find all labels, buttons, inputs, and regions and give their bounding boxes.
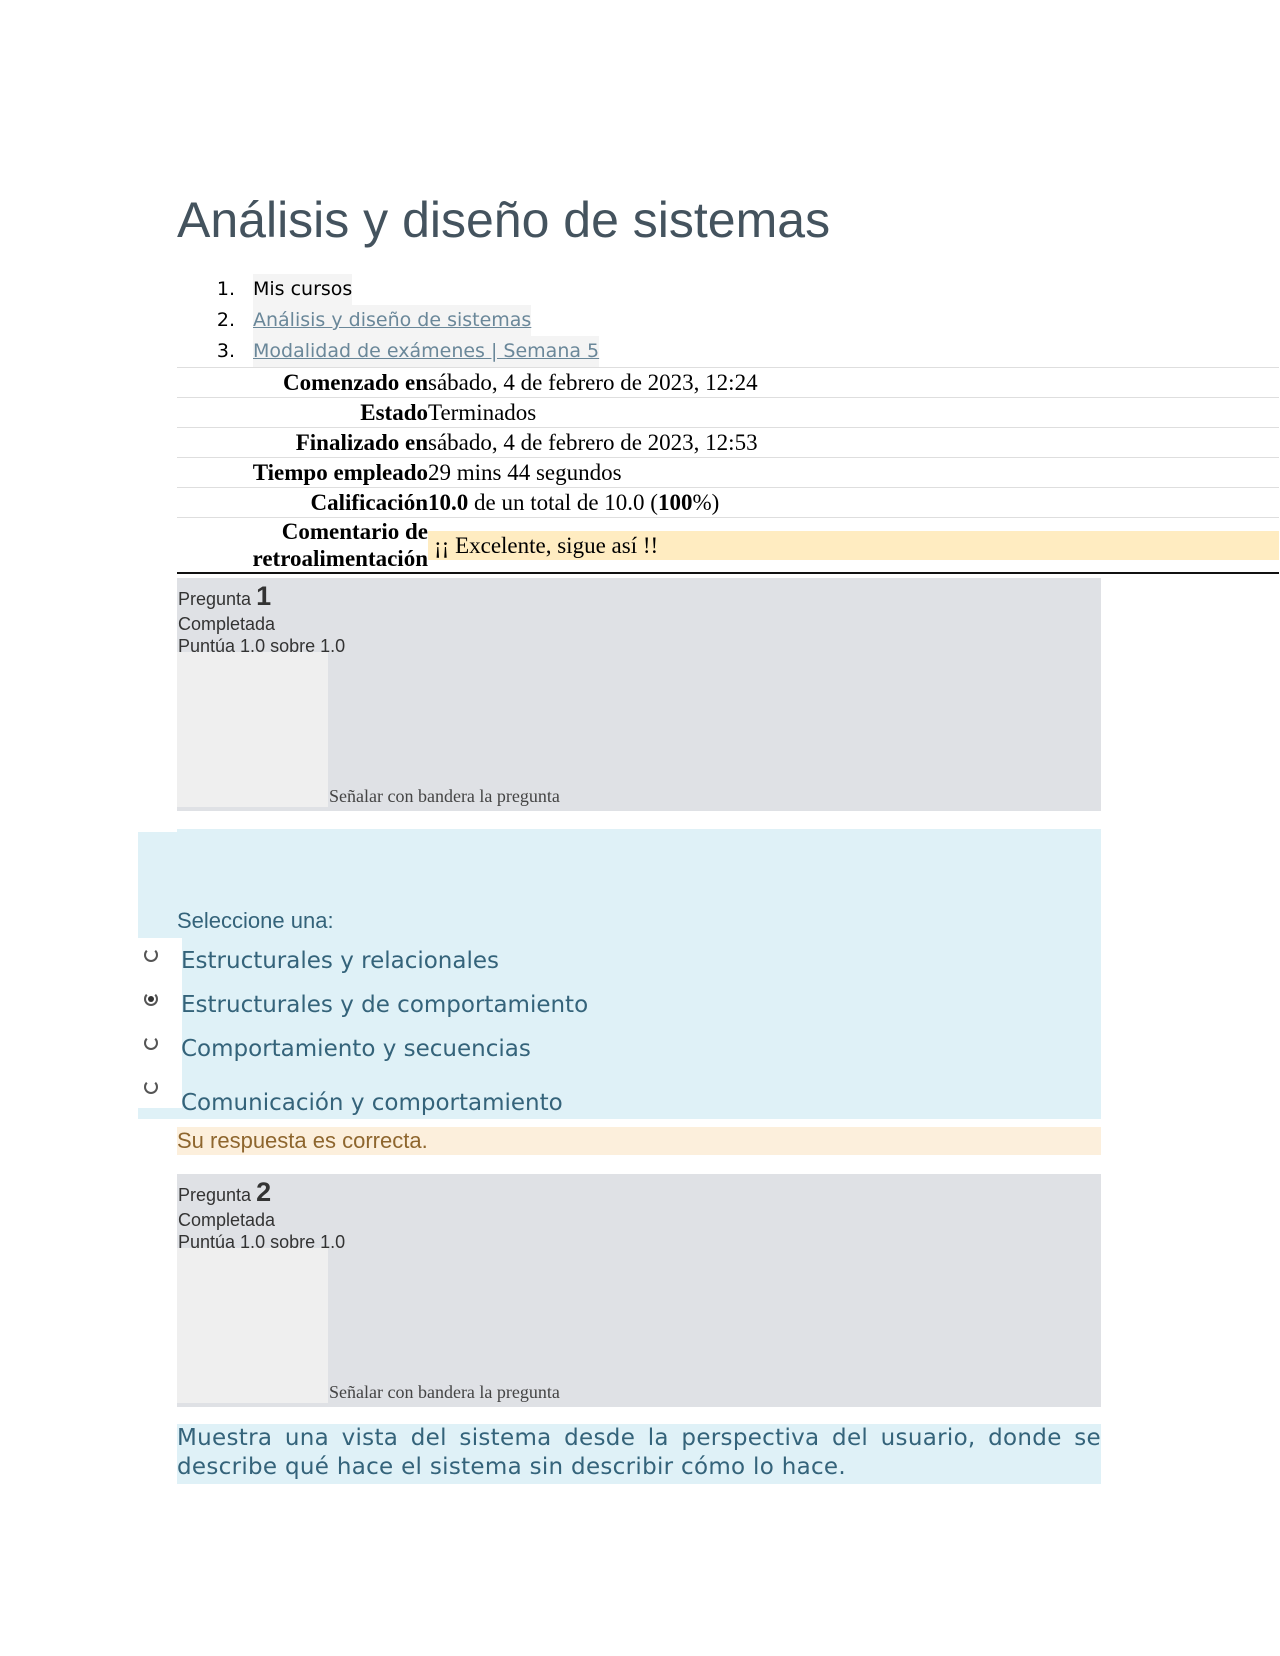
summary-row-grade <box>177 488 1279 518</box>
summary-value: Terminados <box>428 398 1279 428</box>
question-info-sidebar <box>177 1248 328 1403</box>
breadcrumb-label: Mis cursos <box>253 274 352 305</box>
breadcrumb-item-course[interactable] <box>177 305 599 336</box>
question-grade: Puntúa 1.0 sobre 1.0 <box>178 636 346 656</box>
question-number-value: 1 <box>256 581 272 611</box>
overall-feedback: ¡¡ Excelente, sigue así !! <box>428 531 1279 560</box>
radio-box <box>138 982 182 1026</box>
question-label: Pregunta <box>178 589 252 609</box>
summary-value: sábado, 4 de febrero de 2023, 12:53 <box>428 428 1279 458</box>
question-info-sidebar <box>177 652 328 807</box>
radio-button-checked[interactable] <box>144 992 158 1006</box>
breadcrumb-number: 3. <box>216 340 235 362</box>
summary-label <box>177 518 428 574</box>
grade-score: 10.0 <box>428 490 469 515</box>
answer-option-label[interactable]: Comportamiento y secuencias <box>181 1036 531 1062</box>
summary-label: Estado <box>177 398 428 428</box>
radio-box <box>138 1026 182 1070</box>
question-state: Completada <box>178 614 276 634</box>
summary-label: Tiempo empleado <box>177 458 428 488</box>
breadcrumb-link-exam-mode[interactable]: Modalidad de exámenes | Semana 5 <box>253 336 599 367</box>
answer-option-label[interactable]: Comunicación y comportamiento <box>181 1090 563 1116</box>
question-number <box>178 1177 271 1208</box>
question-info-1 <box>177 578 1101 811</box>
summary-row-state <box>177 398 1279 428</box>
breadcrumb-link-course[interactable]: Análisis y diseño de sistemas <box>253 305 531 336</box>
summary-row-started <box>177 368 1279 398</box>
question-text-2: Muestra una vista del sistema desde la perspectiva del usuario, donde se describe qué hace el sistema sin describir cómo lo hace. <box>177 1424 1101 1484</box>
grade-percent-sign: %) <box>692 490 720 515</box>
summary-row-feedback <box>177 518 1279 574</box>
question-answer-block-1 <box>138 832 1101 1119</box>
summary-label: Comenzado en <box>177 368 428 398</box>
radio-box <box>138 938 182 982</box>
radio-button[interactable] <box>144 1036 158 1050</box>
question-grade: Puntúa 1.0 sobre 1.0 <box>178 1232 346 1252</box>
breadcrumb-number: 2. <box>216 309 235 331</box>
radio-button[interactable] <box>144 948 158 962</box>
feedback-label-line-2: retroalimentación <box>252 546 428 571</box>
summary-value: 29 mins 44 segundos <box>428 458 1279 488</box>
summary-label: Finalizado en <box>177 428 428 458</box>
breadcrumb <box>177 274 599 367</box>
summary-label: Calificación <box>177 488 428 518</box>
grade-percent: 100 <box>657 490 693 515</box>
question-state: Completada <box>178 1210 276 1230</box>
answer-option-label[interactable]: Estructurales y de comportamiento <box>181 992 589 1018</box>
summary-value: sábado, 4 de febrero de 2023, 12:24 <box>428 368 1279 398</box>
flag-question-link[interactable]: Señalar con bandera la pregunta <box>329 786 560 806</box>
question-number-value: 2 <box>256 1177 272 1207</box>
summary-row-time <box>177 458 1279 488</box>
summary-row-finished <box>177 428 1279 458</box>
question-number <box>178 581 271 612</box>
feedback-label-line-1: Comentario de <box>281 519 428 544</box>
attempt-summary-table <box>177 367 1279 574</box>
breadcrumb-item-mis-cursos <box>177 274 599 305</box>
grade-total: de un total de 10.0 ( <box>468 490 658 515</box>
select-prompt: Seleccione una: <box>177 908 334 933</box>
breadcrumb-number: 1. <box>216 278 235 300</box>
breadcrumb-item-exam-mode[interactable] <box>177 336 599 367</box>
summary-value <box>428 518 1279 574</box>
answer-feedback: Su respuesta es correcta. <box>177 1127 1101 1155</box>
radio-box <box>138 1070 182 1108</box>
answer-option-label[interactable]: Estructurales y relacionales <box>181 948 500 974</box>
page-title: Análisis y diseño de sistemas <box>177 192 831 248</box>
question-label: Pregunta <box>178 1185 252 1205</box>
summary-value <box>428 488 1279 518</box>
radio-button[interactable] <box>144 1080 158 1094</box>
question-info-2 <box>177 1174 1101 1407</box>
flag-question-link[interactable]: Señalar con bandera la pregunta <box>329 1382 560 1402</box>
